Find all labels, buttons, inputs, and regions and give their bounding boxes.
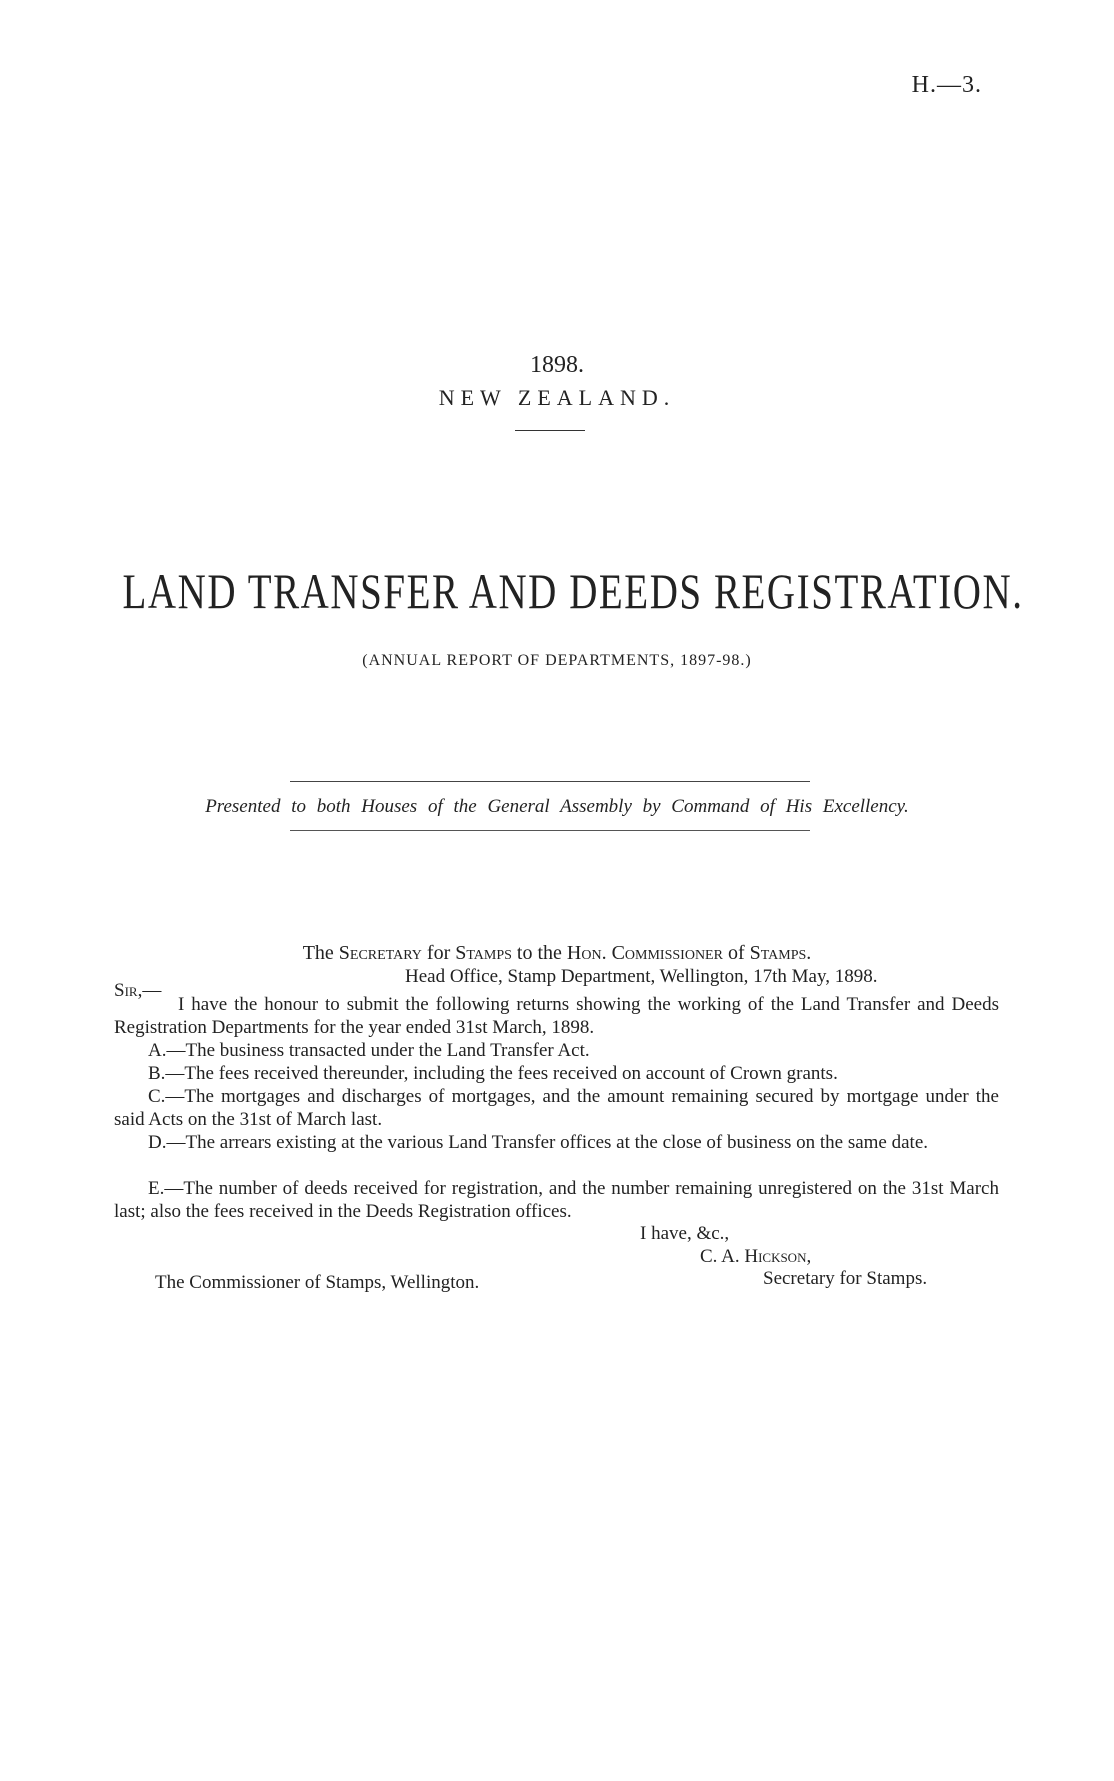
letter-addressee: The Commissioner of Stamps, Wellington. (155, 1272, 480, 1293)
letter-closing: I have, &c., (640, 1223, 730, 1244)
presented-statement: Presented to both Houses of the General Assembly by Command of His Excellency. (205, 796, 909, 817)
divider-bottom (290, 830, 810, 831)
report-subtitle: (ANNUAL REPORT OF DEPARTMENTS, 1897-98.) (362, 652, 752, 669)
letter-heading-word: for (426, 942, 451, 964)
report-title: LAND TRANSFER AND DEEDS REGISTRATION. (122, 563, 1024, 619)
letter-list-item: D.—The arrears existing at the various Land Transfer offices at the close of business on the same date. (148, 1132, 929, 1153)
page-reference: H.—3. (911, 72, 982, 98)
document-year: 1898. (530, 352, 584, 378)
letter-heading-word: The (302, 942, 334, 964)
letter-list-item: B.—The fees received thereunder, including the fees received on account of Crown grants. (148, 1063, 838, 1084)
letter-heading-word: of (727, 942, 745, 964)
letter-heading-word: to the (516, 942, 562, 964)
country-heading: NEW ZEALAND. (438, 385, 676, 410)
letter-list-item: A.—The business transacted under the Land Transfer Act. (148, 1040, 590, 1061)
letter-heading (0, 942, 1114, 965)
letter-heading-word: Secretary (338, 942, 422, 964)
letter-intro-paragraph: I have the honour to submit the following returns showing the working of the Land Transfer and Deeds Registration Departments for the year ended 31st March, 1898. (114, 994, 999, 1038)
letter-heading-word: Hon. Commissioner (566, 942, 723, 964)
letter-salutation: Sir,— (114, 980, 162, 1001)
letter-signer: C. A. Hickson, (700, 1246, 812, 1267)
divider-top (290, 781, 810, 782)
letter-heading-word: Stamps. (749, 942, 812, 964)
letter-signer-title: Secretary for Stamps. (763, 1268, 928, 1289)
letter-heading-word: Stamps (455, 942, 512, 964)
letter-list-item: C.—The mortgages and discharges of mortgages, and the amount remaining secured by mortgage under the said Acts on the 31st of March last. (114, 1086, 999, 1130)
letter-list-item: E.—The number of deeds received for registration, and the number remaining unregistered on the 31st March last; also the fees received in the Deeds Registration offices. (114, 1178, 999, 1222)
letter-dateline: Head Office, Stamp Department, Wellington, 17th May, 1898. (405, 966, 878, 987)
divider-short (515, 430, 585, 431)
